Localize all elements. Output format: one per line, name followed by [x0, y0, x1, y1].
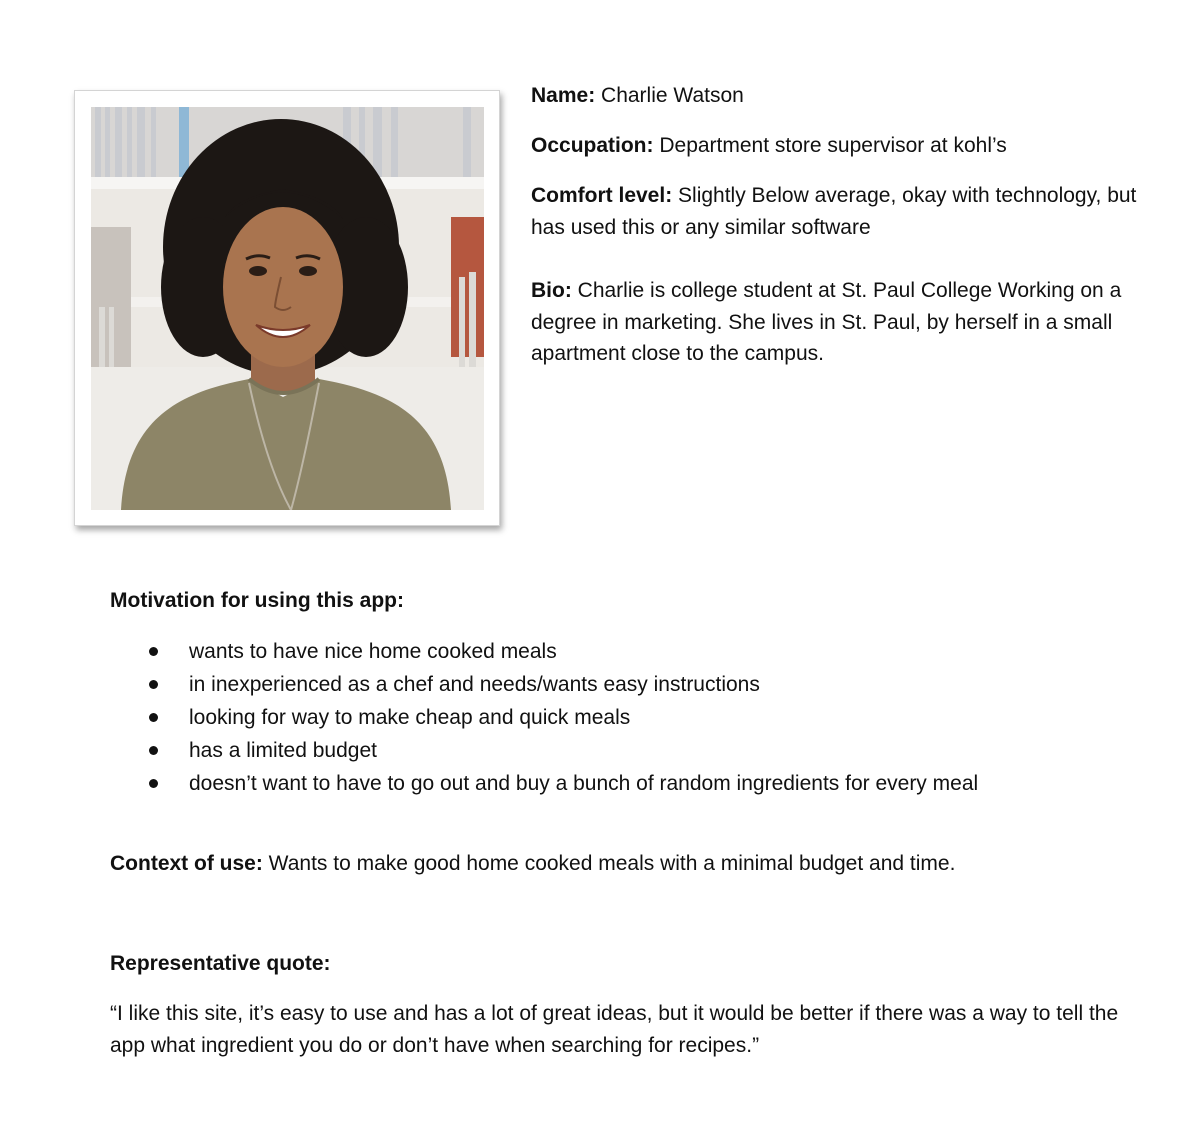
- context-value: Wants to make good home cooked meals with a minimal budget and time.: [262, 852, 956, 875]
- list-item-text: doesn’t want to have to go out and buy a bunch of random ingredients for every meal: [189, 772, 979, 795]
- list-item: [110, 735, 1140, 768]
- quote-text: “I like this site, it’s easy to use and has a lot of great ideas, but it would be better if there was a way to tell the app what ingredient you do or don’t have when searching for recipes.”: [110, 1002, 1119, 1057]
- motivation-list: [110, 636, 1140, 801]
- list-item-text: wants to have nice home cooked meals: [189, 640, 557, 663]
- bullet-icon: [149, 779, 158, 788]
- bio-label: Bio:: [531, 279, 572, 302]
- bio-value: Charlie is college student at St. Paul College Working on a degree in marketing. She lives in St. Paul, by herself in a small apartment close to the campus.: [531, 279, 1122, 365]
- persona-comfort-level: [531, 180, 1141, 243]
- list-item: [110, 768, 1140, 801]
- bullet-icon: [149, 647, 158, 656]
- persona-photo: [91, 107, 484, 510]
- list-item-text: in inexperienced as a chef and needs/wants easy instructions: [189, 673, 760, 696]
- persona-occupation: [531, 130, 1141, 162]
- comfort-value: Slightly Below average, okay with technology, but has used this or any similar software: [531, 184, 1137, 239]
- motivation-heading: [110, 585, 1140, 617]
- occupation-label: Occupation:: [531, 134, 654, 157]
- context-of-use: [110, 848, 1140, 880]
- bullet-icon: [149, 680, 158, 689]
- quote-heading: [110, 948, 1140, 980]
- representative-quote: [110, 998, 1140, 1061]
- bullet-icon: [149, 746, 158, 755]
- name-label: Name:: [531, 84, 596, 107]
- list-item: [110, 702, 1140, 735]
- list-item-text: looking for way to make cheap and quick meals: [189, 706, 631, 729]
- comfort-label: Comfort level:: [531, 184, 673, 207]
- persona-bio: [531, 275, 1141, 370]
- bullet-icon: [149, 713, 158, 722]
- persona-name: [531, 80, 1141, 112]
- occupation-value: Department store supervisor at kohl’s: [653, 134, 1007, 157]
- quote-heading-text: Representative quote:: [110, 952, 331, 975]
- context-label: Context of use:: [110, 852, 263, 875]
- name-value: Charlie Watson: [595, 84, 744, 107]
- motivation-heading-text: Motivation for using this app:: [110, 589, 404, 612]
- persona-photo-frame: [74, 90, 500, 526]
- list-item: [110, 636, 1140, 669]
- list-item: [110, 669, 1140, 702]
- list-item-text: has a limited budget: [189, 739, 377, 762]
